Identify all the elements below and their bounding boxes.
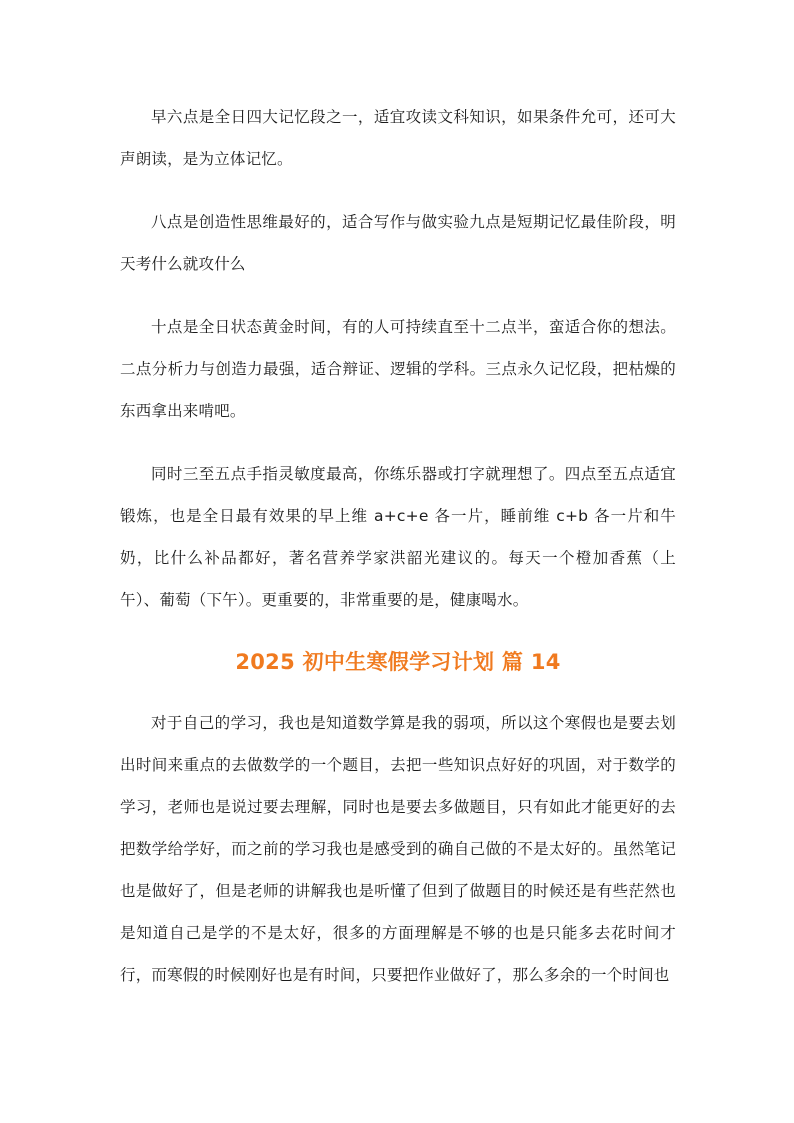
section-heading: 2025 初中生寒假学习计划 篇 14: [235, 650, 561, 674]
paragraph-eight-nine: 八点是创造性思维最好的，适合写作与做实验九点是短期记忆最佳阶段，明天考什么就攻什么: [120, 213, 676, 273]
paragraph-morning-six: 早六点是全日四大记忆段之一，适宜攻读文科知识，如果条件允可，还可大声朗读，是为立体记忆。: [120, 108, 676, 168]
document-page: [120, 96, 676, 1017]
paragraph-ten-three: 十点是全日状态黄金时间，有的人可持续直至十二点半，蛮适合你的想法。二点分析力与创造力最强，适合辩证、逻辑的学科。三点永久记忆段，把枯燥的东西拿出来啃吧。: [120, 318, 676, 420]
paragraph-three-five: 同时三至五点手指灵敏度最高，你练乐器或打字就理想了。四点至五点适宜锻炼，也是全日最有效果的早上维 a+c+e 各一片，睡前维 c+b 各一片和牛奶，比什么补品都好，著名营养学家洪韶光建议的。每天一个橙加香蕉（上午）、葡萄（下午）。更重要的，非常重要的是，健康喝水。: [120, 465, 676, 609]
paragraph-math-plan: 对于自己的学习，我也是知道数学算是我的弱项，所以这个寒假也是要去划出时间来重点的去做数学的一个题目，去把一些知识点好好的巩固，对于数学的学习，老师也是说过要去理解，同时也是要去多做题目，只有如此才能更好的去把数学给学好，而之前的学习我也是感受到的确自己做的不是太好的。虽然笔记也是做好了，但是老师的讲解我也是听懂了但到了做题目的时候还是有些茫然也是知道自己是学的不是太好，很多的方面理解是不够的也是只能多去花时间才行，而寒假的时候刚好也是有时间，只要把作业做好了，那么多余的一个时间也: [120, 714, 676, 984]
